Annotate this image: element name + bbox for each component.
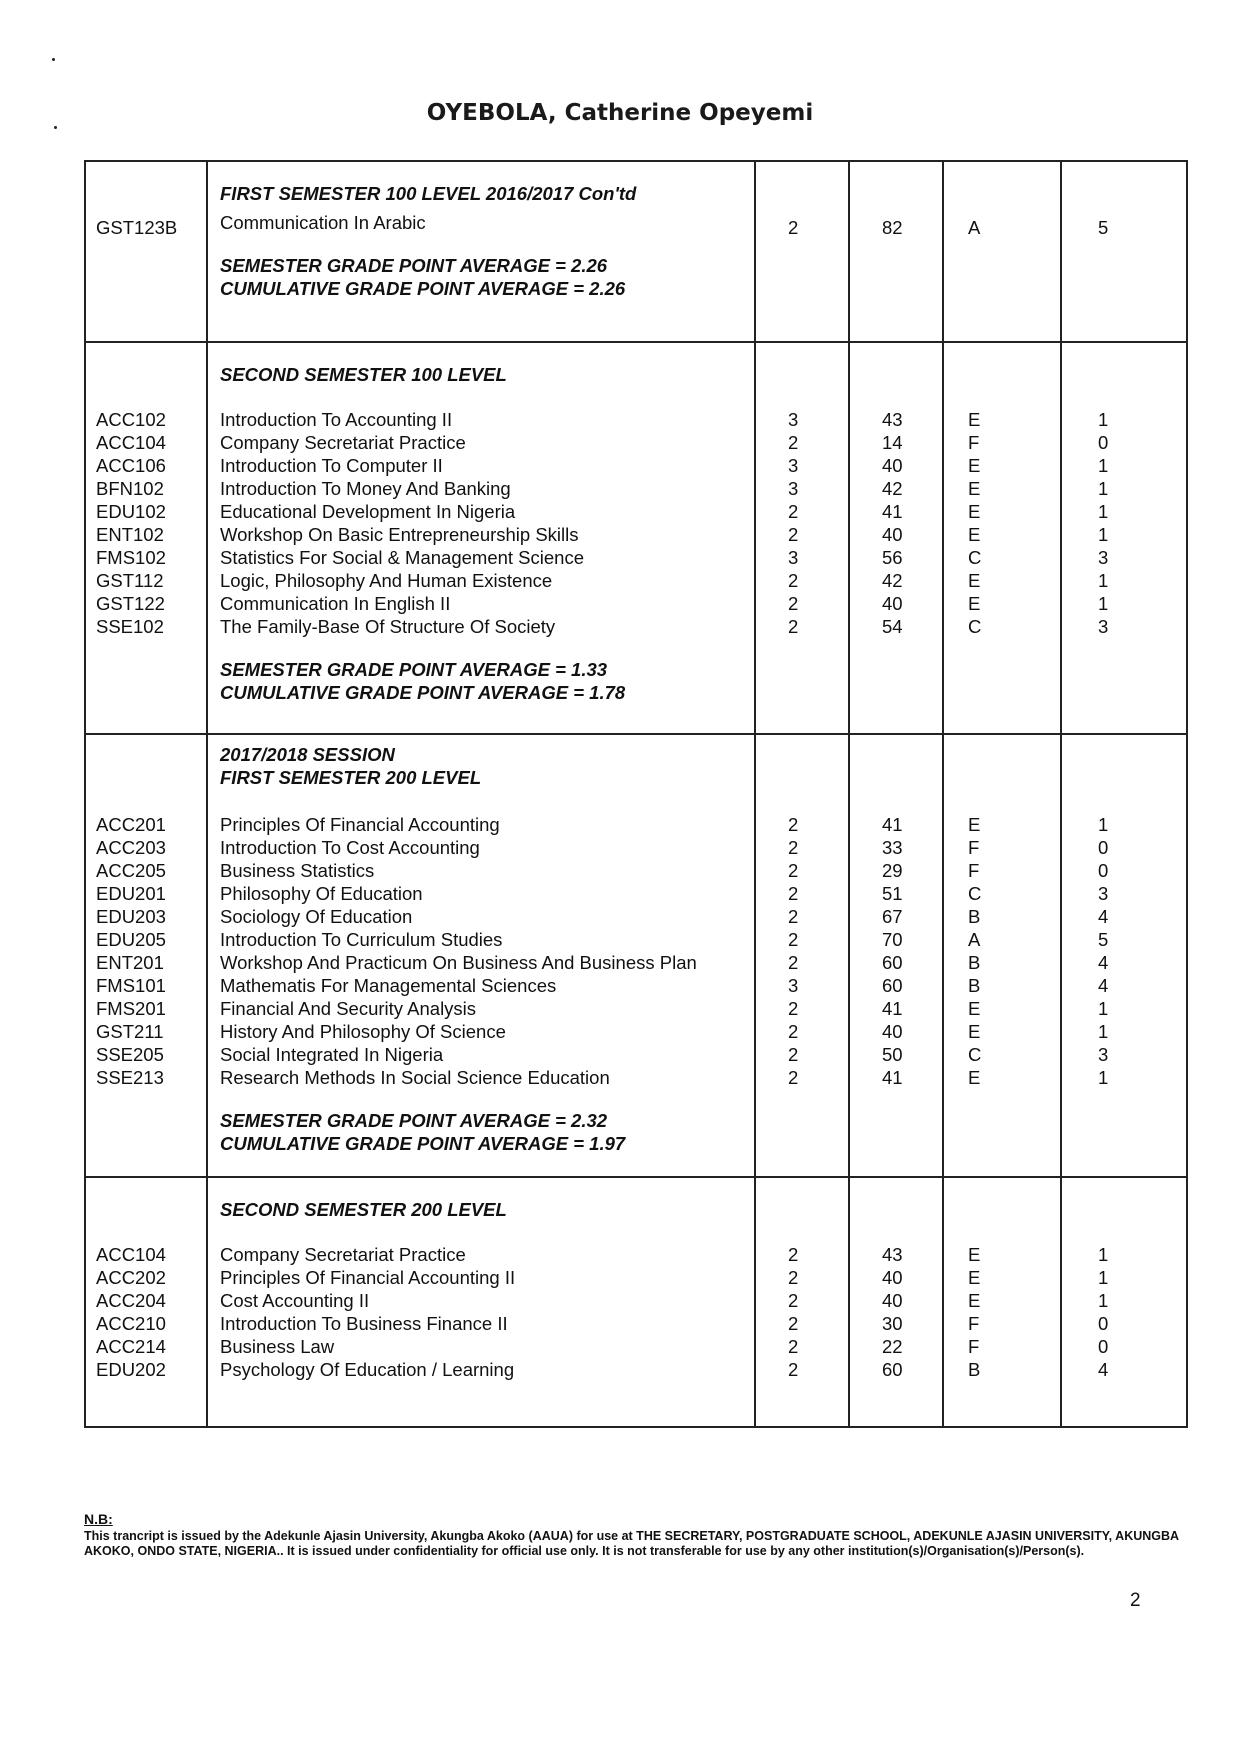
course-title: Philosophy Of Education [220, 882, 423, 904]
course-code: ACC203 [96, 836, 166, 858]
course-title-list [220, 386, 754, 638]
course-code: ACC201 [96, 813, 166, 835]
grade-points: 1 [1098, 1267, 1109, 1288]
grade-points: 5 [1098, 217, 1109, 238]
course-units: 3 [788, 974, 799, 996]
course-score: 60 [882, 1359, 903, 1380]
course-code: GST122 [96, 593, 165, 615]
course-grade-list [968, 162, 1060, 239]
grade-points: 1 [1098, 1244, 1109, 1265]
course-code: EDU201 [96, 882, 166, 904]
grade-points: 0 [1098, 1313, 1109, 1334]
course-units: 2 [788, 905, 799, 927]
course-grade: E [968, 409, 981, 431]
course-grade: E [968, 1290, 981, 1311]
course-units: 2 [788, 501, 799, 523]
course-grade: F [968, 1336, 980, 1357]
course-codes-cell [85, 342, 207, 733]
course-units: 2 [788, 217, 799, 238]
course-scores-cell [849, 734, 943, 1178]
course-units: 2 [788, 1244, 799, 1265]
scan-speck [54, 126, 57, 129]
course-score: 33 [882, 836, 903, 858]
course-units: 2 [788, 951, 799, 973]
course-code-list [96, 343, 206, 638]
student-name: OYEBOLA, Catherine Opeyemi [426, 100, 814, 126]
grade-points-cell [1061, 342, 1187, 733]
course-title: Research Methods In Social Science Education [220, 1066, 610, 1088]
course-title: Sociology Of Education [220, 905, 413, 927]
course-units: 2 [788, 1066, 799, 1088]
course-score: 60 [882, 974, 903, 996]
course-score: 51 [882, 882, 903, 904]
course-units: 3 [788, 478, 799, 500]
transcript-table [84, 160, 1188, 1428]
course-score-list [882, 735, 942, 1089]
course-code: FMS201 [96, 997, 166, 1019]
semester-heading-line: FIRST SEMESTER 100 LEVEL 2016/2017 Con'td [220, 183, 637, 204]
grade-points: 1 [1098, 409, 1109, 431]
course-title: Introduction To Business Finance II [220, 1313, 508, 1334]
course-grade-list [968, 1178, 1060, 1381]
course-codes-cell [85, 161, 207, 342]
course-title: Statistics For Social & Management Science [220, 547, 584, 569]
grade-point-averages [220, 638, 754, 704]
semester-heading-line: SECOND SEMESTER 200 LEVEL [220, 1199, 507, 1220]
course-title: Business Law [220, 1336, 335, 1357]
course-grade: A [968, 928, 981, 950]
course-score: 30 [882, 1313, 903, 1334]
grade-points: 1 [1098, 501, 1109, 523]
course-grades-cell [943, 1177, 1061, 1427]
course-title: Principles Of Financial Accounting II [220, 1267, 516, 1288]
course-units: 2 [788, 1043, 799, 1065]
course-units: 2 [788, 928, 799, 950]
grade-point-averages [220, 1089, 754, 1155]
course-units: 2 [788, 1267, 799, 1288]
course-units-list [788, 1178, 848, 1381]
course-code: GST211 [96, 1020, 164, 1042]
course-grade: C [968, 547, 982, 569]
course-score: 67 [882, 905, 903, 927]
course-grade: E [968, 813, 981, 835]
course-code-list [96, 1178, 206, 1381]
course-units: 2 [788, 570, 799, 592]
course-grade-list [968, 343, 1060, 638]
cumulative-gpa: CUMULATIVE GRADE POINT AVERAGE = 1.78 [220, 682, 626, 704]
grade-points-list [1098, 735, 1186, 1089]
course-grade: B [968, 905, 981, 927]
semester-heading [220, 735, 754, 789]
grade-points-cell [1061, 161, 1187, 342]
course-score: 56 [882, 547, 903, 569]
grade-points: 3 [1098, 882, 1109, 904]
grade-points: 0 [1098, 836, 1109, 858]
nb-text: This trancript is issued by the Adekunle Ajasin University, Akungba Akoko (AAUA) for use at THE SECRETARY, POSTGRADUATE SCHOOL, ADEKUNLE AJASIN UNIVERSITY, AKUNGBA AKOKO, ONDO STATE, NIGERIA.. It is issued under confidentiality for official use only. It is not transferable for use by any other institution(s)/Organisation(s)/Person(s). [84, 1529, 1179, 1558]
grade-points: 3 [1098, 616, 1109, 638]
semester-heading-line: FIRST SEMESTER 200 LEVEL [220, 766, 482, 788]
course-titles-cell [207, 734, 755, 1178]
course-score-list [882, 162, 942, 239]
course-grade: A [968, 217, 981, 238]
course-grade: B [968, 974, 981, 996]
course-grade: E [968, 478, 981, 500]
page-number: 2 [1130, 1590, 1141, 1611]
course-code: BFN102 [96, 478, 164, 500]
course-code: SSE213 [96, 1066, 164, 1088]
course-code: ACC205 [96, 859, 166, 881]
course-title: Social Integrated In Nigeria [220, 1043, 444, 1065]
course-score: 40 [882, 455, 903, 477]
scan-speck [52, 58, 55, 61]
course-scores-cell [849, 161, 943, 342]
course-score: 42 [882, 570, 903, 592]
course-units: 2 [788, 1336, 799, 1357]
nb-label: N.B: [84, 1511, 113, 1527]
course-units-list [788, 343, 848, 638]
grade-points: 3 [1098, 1043, 1109, 1065]
course-score: 41 [882, 997, 903, 1019]
course-code: ENT102 [96, 524, 164, 546]
cumulative-gpa: CUMULATIVE GRADE POINT AVERAGE = 2.26 [220, 278, 626, 299]
course-code: ACC204 [96, 1290, 166, 1311]
course-title: Communication In Arabic [220, 212, 426, 233]
semester-heading [220, 1178, 754, 1221]
course-code-list [96, 735, 206, 1089]
course-title: Workshop On Basic Entrepreneurship Skills [220, 524, 579, 546]
course-units: 2 [788, 1359, 799, 1380]
grade-point-averages [220, 234, 754, 300]
course-units: 2 [788, 432, 799, 454]
course-units: 3 [788, 547, 799, 569]
course-title: Psychology Of Education / Learning [220, 1359, 515, 1380]
semester-heading [220, 162, 754, 205]
grade-points: 1 [1098, 570, 1109, 592]
course-units-list [788, 162, 848, 239]
course-units: 2 [788, 836, 799, 858]
course-code: GST123B [96, 217, 178, 238]
course-grade-list [968, 735, 1060, 1089]
course-units: 2 [788, 1020, 799, 1042]
course-title: Introduction To Accounting II [220, 409, 453, 431]
course-units-list [788, 735, 848, 1089]
course-score: 54 [882, 616, 903, 638]
course-title: Company Secretariat Practice [220, 432, 466, 454]
grade-points: 1 [1098, 593, 1109, 615]
course-grade: E [968, 570, 981, 592]
course-title: Introduction To Money And Banking [220, 478, 511, 500]
course-score: 41 [882, 501, 903, 523]
course-title: Communication In English II [220, 593, 451, 615]
course-code: EDU205 [96, 928, 166, 950]
course-title: History And Philosophy Of Science [220, 1020, 506, 1042]
course-grade: F [968, 859, 980, 881]
grade-points-list [1098, 1178, 1186, 1381]
course-title: Cost Accounting II [220, 1290, 370, 1311]
course-code: FMS102 [96, 547, 166, 569]
grade-points: 3 [1098, 547, 1109, 569]
course-score: 43 [882, 409, 903, 431]
semester-gpa: SEMESTER GRADE POINT AVERAGE = 1.33 [220, 659, 608, 681]
course-units-cell [755, 342, 849, 733]
course-units-cell [755, 1177, 849, 1427]
course-title-list [220, 789, 754, 1089]
course-grade: E [968, 593, 981, 615]
course-title: Company Secretariat Practice [220, 1244, 466, 1265]
course-grade: E [968, 455, 981, 477]
grade-points-cell [1061, 1177, 1187, 1427]
course-grade: C [968, 1043, 982, 1065]
course-titles-cell [207, 161, 755, 342]
course-score: 40 [882, 593, 903, 615]
course-title-list [220, 1221, 754, 1381]
grade-points: 1 [1098, 524, 1109, 546]
semester-gpa: SEMESTER GRADE POINT AVERAGE = 2.32 [220, 1109, 608, 1131]
course-grade: E [968, 1267, 981, 1288]
course-score: 41 [882, 1066, 903, 1088]
course-units: 2 [788, 593, 799, 615]
course-grades-cell [943, 342, 1061, 733]
course-titles-cell [207, 342, 755, 733]
course-units-cell [755, 734, 849, 1178]
course-score: 41 [882, 813, 903, 835]
course-grade: E [968, 524, 981, 546]
course-grade: F [968, 1313, 980, 1334]
course-units: 3 [788, 455, 799, 477]
grade-points: 1 [1098, 997, 1109, 1019]
course-score: 40 [882, 1020, 903, 1042]
course-code: ACC104 [96, 1244, 166, 1265]
grade-points: 0 [1098, 859, 1109, 881]
semester-block [85, 1177, 1187, 1427]
grade-points: 1 [1098, 1290, 1109, 1311]
course-units: 2 [788, 997, 799, 1019]
course-score: 50 [882, 1043, 903, 1065]
course-code: FMS101 [96, 974, 166, 996]
course-scores-cell [849, 1177, 943, 1427]
course-code: GST112 [96, 570, 164, 592]
grade-points: 1 [1098, 1020, 1109, 1042]
course-score: 43 [882, 1244, 903, 1265]
course-grade: E [968, 997, 981, 1019]
course-units: 2 [788, 616, 799, 638]
course-code: ACC102 [96, 409, 166, 431]
nb-notice [84, 1512, 1184, 1559]
course-scores-cell [849, 342, 943, 733]
grade-points: 1 [1098, 813, 1109, 835]
course-title-list [220, 205, 754, 234]
course-title: Principles Of Financial Accounting [220, 813, 500, 835]
course-score: 42 [882, 478, 903, 500]
semester-heading-line: SECOND SEMESTER 100 LEVEL [220, 364, 507, 386]
grade-points-list [1098, 343, 1186, 638]
course-titles-cell [207, 1177, 755, 1427]
semester-heading-line: 2017/2018 SESSION [220, 743, 395, 765]
grade-points: 1 [1098, 478, 1109, 500]
course-grade: E [968, 1244, 981, 1265]
course-score: 40 [882, 1290, 903, 1311]
course-units: 2 [788, 813, 799, 835]
course-title: Introduction To Cost Accounting [220, 836, 480, 858]
course-score: 60 [882, 951, 903, 973]
course-code-list [96, 162, 206, 239]
course-grade: F [968, 836, 980, 858]
semester-heading [220, 343, 754, 386]
semester-block [85, 161, 1187, 342]
course-code: ACC210 [96, 1313, 166, 1334]
semester-block [85, 734, 1187, 1178]
grade-points: 1 [1098, 1066, 1109, 1088]
grade-points: 1 [1098, 455, 1109, 477]
course-grade: E [968, 501, 981, 523]
course-units: 3 [788, 409, 799, 431]
grade-points: 4 [1098, 974, 1109, 996]
course-units: 2 [788, 524, 799, 546]
course-codes-cell [85, 734, 207, 1178]
course-code: EDU202 [96, 1359, 166, 1380]
grade-points: 0 [1098, 432, 1109, 454]
course-code: ACC104 [96, 432, 166, 454]
course-code: ACC214 [96, 1336, 166, 1357]
course-score: 14 [882, 432, 903, 454]
semester-gpa: SEMESTER GRADE POINT AVERAGE = 2.26 [220, 255, 608, 276]
course-grade: C [968, 882, 982, 904]
course-grade: E [968, 1066, 981, 1088]
course-score-list [882, 343, 942, 638]
grade-points: 4 [1098, 1359, 1109, 1380]
course-grade: B [968, 1359, 981, 1380]
course-code: EDU203 [96, 905, 166, 927]
course-code: ENT201 [96, 951, 164, 973]
course-code: EDU102 [96, 501, 166, 523]
grade-points: 0 [1098, 1336, 1109, 1357]
course-units: 2 [788, 1313, 799, 1334]
course-score: 29 [882, 859, 903, 881]
course-score: 82 [882, 217, 903, 238]
cumulative-gpa: CUMULATIVE GRADE POINT AVERAGE = 1.97 [220, 1132, 626, 1154]
grade-points: 4 [1098, 951, 1109, 973]
course-code: ACC202 [96, 1267, 166, 1288]
course-title: Educational Development In Nigeria [220, 501, 516, 523]
course-score: 70 [882, 928, 903, 950]
course-title: Mathematis For Managemental Sciences [220, 974, 557, 996]
course-code: SSE102 [96, 616, 164, 638]
course-grade: E [968, 1020, 981, 1042]
course-units: 2 [788, 882, 799, 904]
course-grades-cell [943, 734, 1061, 1178]
grade-points: 4 [1098, 905, 1109, 927]
course-grades-cell [943, 161, 1061, 342]
course-score: 40 [882, 1267, 903, 1288]
course-codes-cell [85, 1177, 207, 1427]
course-score-list [882, 1178, 942, 1381]
course-title: Workshop And Practicum On Business And Business Plan [220, 951, 697, 973]
course-score: 40 [882, 524, 903, 546]
course-title: The Family-Base Of Structure Of Society [220, 616, 556, 638]
course-units-cell [755, 161, 849, 342]
semester-block [85, 342, 1187, 733]
course-title: Introduction To Curriculum Studies [220, 928, 503, 950]
grade-points: 5 [1098, 928, 1109, 950]
course-code: ACC106 [96, 455, 166, 477]
course-grade: B [968, 951, 981, 973]
course-grade: F [968, 432, 980, 454]
course-title: Business Statistics [220, 859, 375, 881]
grade-points-cell [1061, 734, 1187, 1178]
grade-points-list [1098, 162, 1186, 239]
course-title: Introduction To Computer II [220, 455, 443, 477]
course-grade: C [968, 616, 982, 638]
course-units: 2 [788, 859, 799, 881]
course-score: 22 [882, 1336, 903, 1357]
course-title: Logic, Philosophy And Human Existence [220, 570, 553, 592]
course-title: Financial And Security Analysis [220, 997, 477, 1019]
course-code: SSE205 [96, 1043, 164, 1065]
course-units: 2 [788, 1290, 799, 1311]
